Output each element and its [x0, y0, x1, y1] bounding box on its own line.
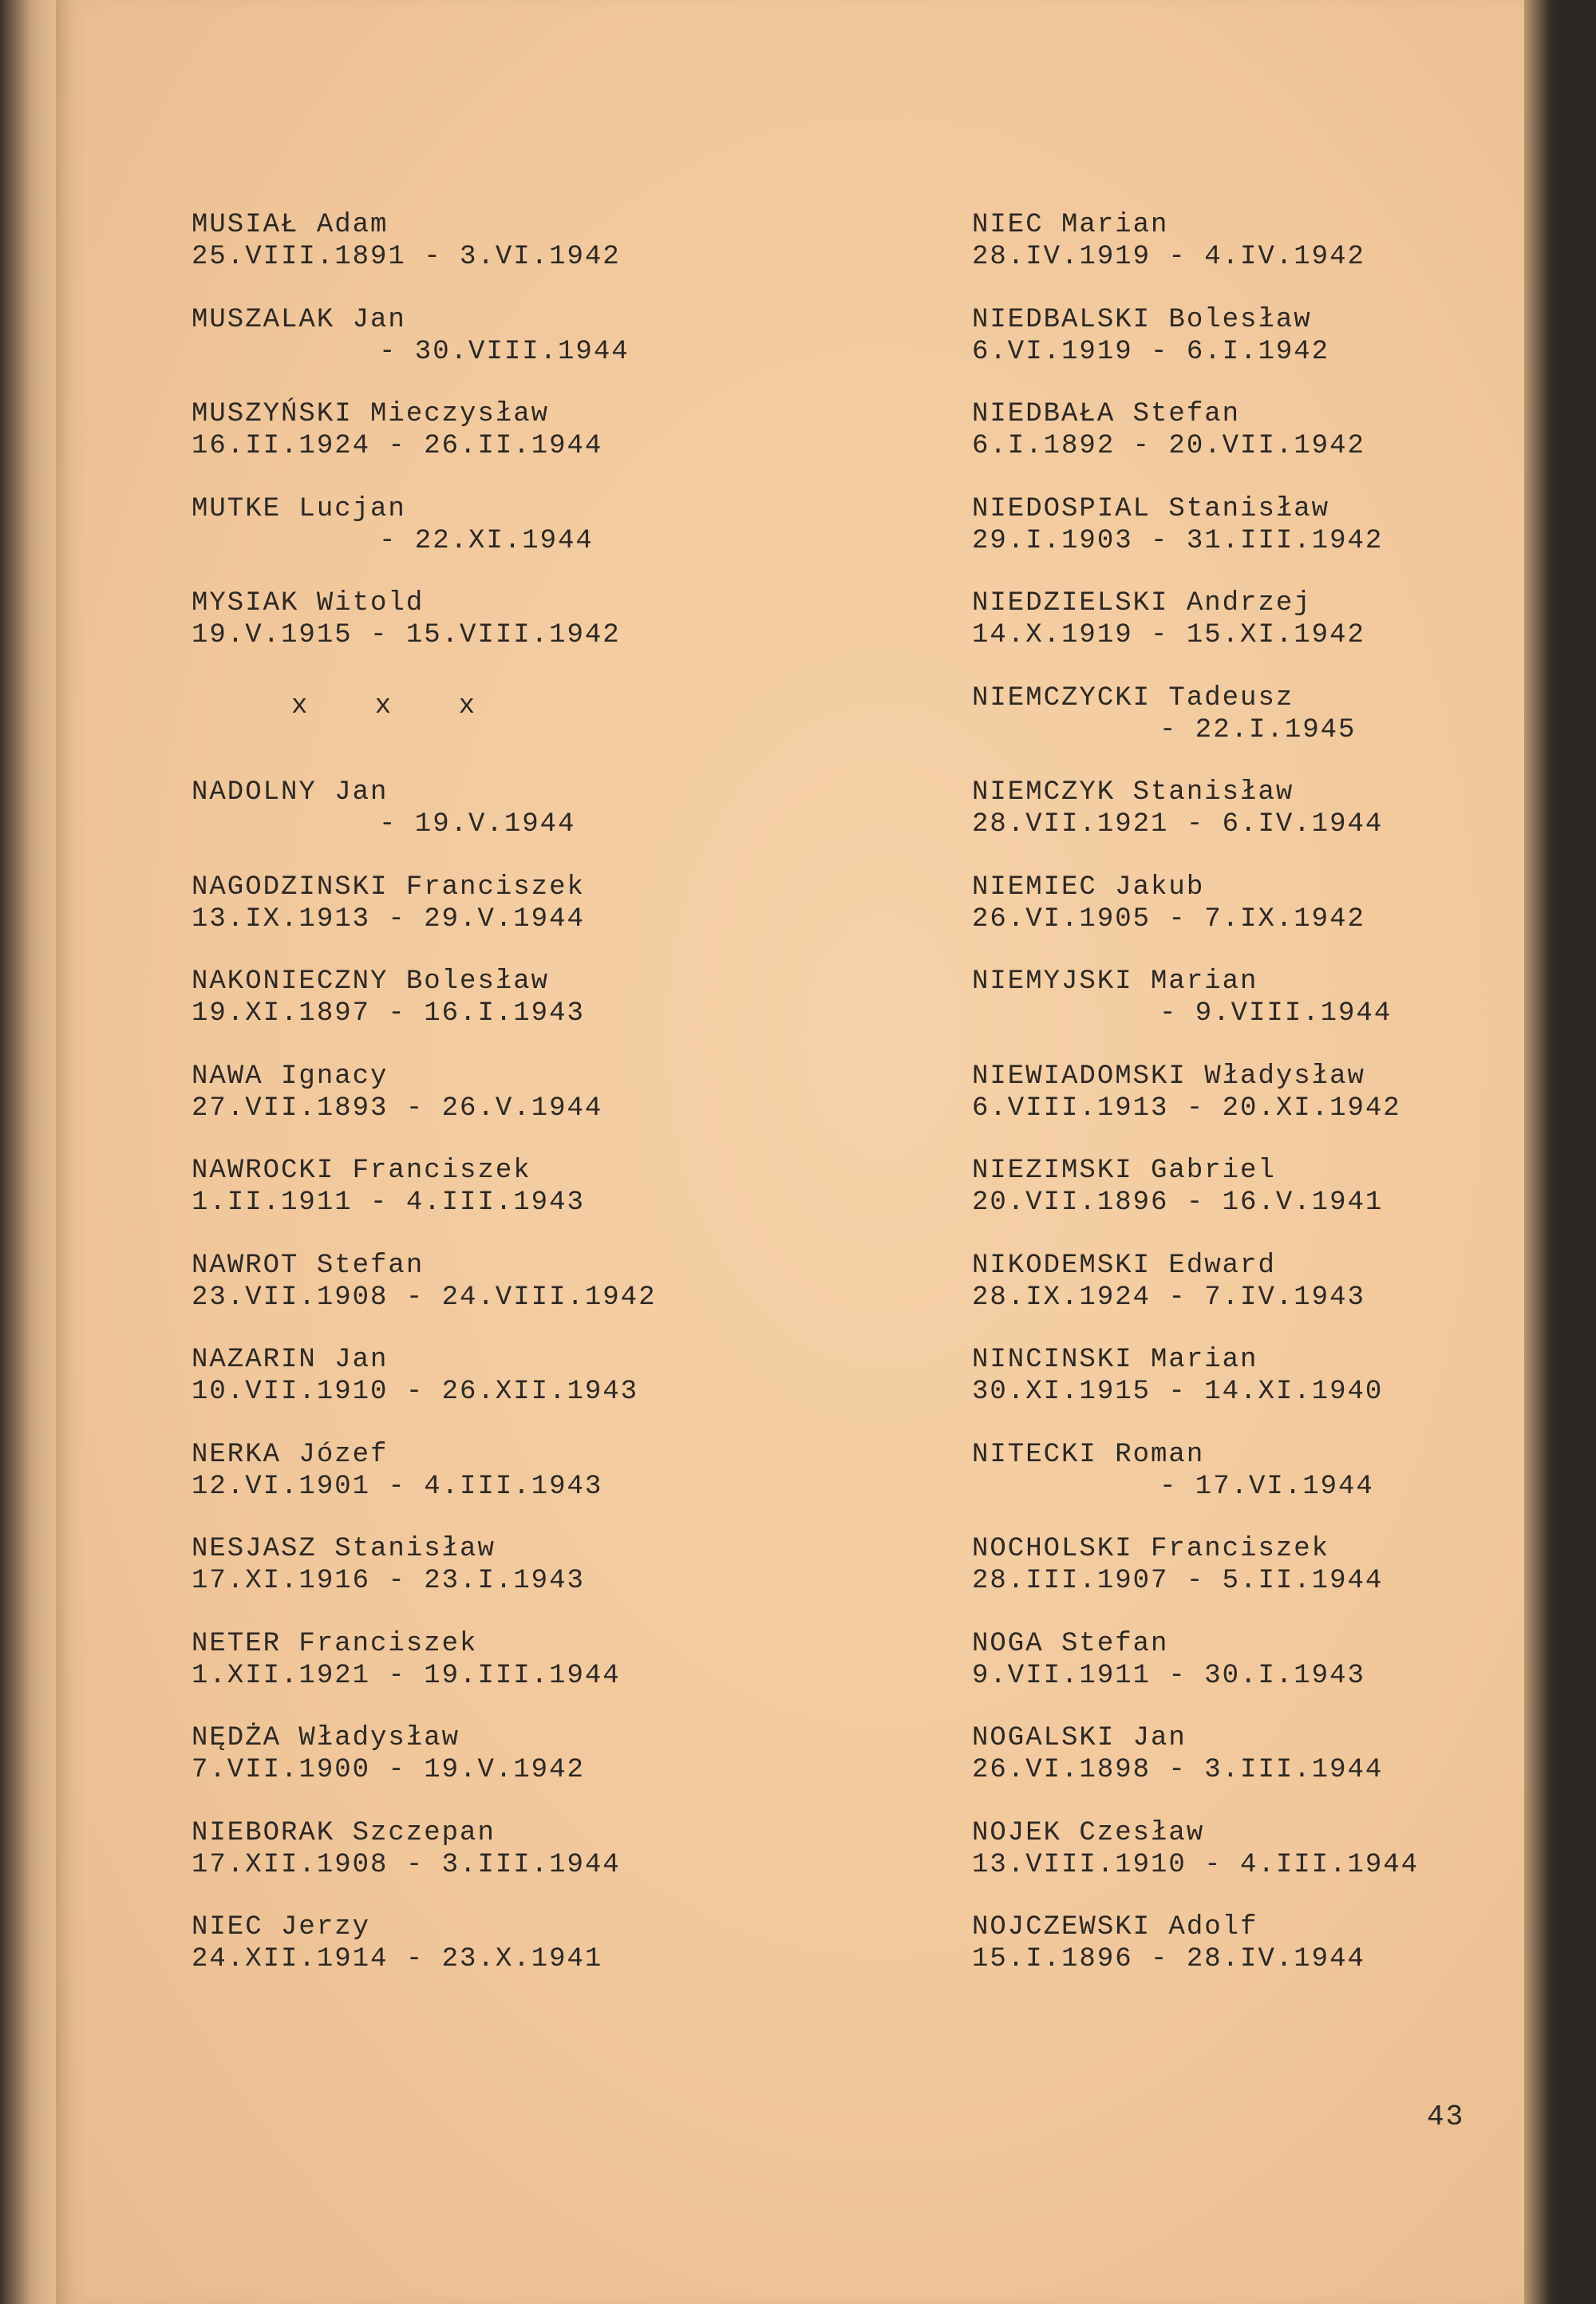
life-dates: 12.VI.1901 - 4.III.1943 — [192, 1471, 603, 1502]
life-dates: 25.VIII.1891 - 3.VI.1942 — [192, 242, 621, 272]
list-item — [192, 209, 657, 304]
person-name: MUSZYŃSKI Mieczysław — [192, 399, 550, 429]
life-dates: 17.XI.1916 - 23.I.1943 — [192, 1566, 585, 1596]
life-dates: 20.VII.1896 - 16.V.1941 — [972, 1188, 1384, 1218]
life-dates: 7.VII.1900 - 19.V.1942 — [192, 1755, 585, 1785]
person-name: MUSZALAK Jan — [192, 304, 406, 335]
person-name: NOCHOLSKI Franciszek — [972, 1534, 1330, 1564]
person-name: NIEMCZYCKI Tadeusz — [972, 682, 1294, 713]
list-item — [192, 1817, 657, 1912]
list-item — [972, 682, 1419, 777]
person-name: NERKA Józef — [192, 1439, 389, 1470]
life-dates: 26.VI.1905 - 7.IX.1942 — [972, 903, 1365, 935]
right-column — [972, 209, 1419, 2006]
life-dates: 30.XI.1915 - 14.XI.1940 — [972, 1377, 1384, 1407]
list-item — [972, 966, 1419, 1061]
life-dates: 1.XII.1921 - 19.III.1944 — [192, 1660, 621, 1691]
list-item — [192, 1439, 657, 1534]
list-item — [972, 1628, 1419, 1723]
list-item — [972, 1817, 1419, 1912]
life-dates: 29.I.1903 - 31.III.1942 — [972, 525, 1384, 556]
life-dates: 13.IX.1913 - 29.V.1944 — [192, 903, 585, 935]
list-item — [192, 493, 657, 588]
list-item — [972, 1439, 1419, 1534]
person-name: NAWROT Stefan — [192, 1250, 425, 1281]
person-name: NIEC Marian — [972, 210, 1169, 240]
life-dates: 27.VII.1893 - 26.V.1944 — [192, 1093, 603, 1124]
list-item — [192, 1155, 657, 1250]
person-name: NAZARIN Jan — [192, 1345, 389, 1375]
person-name: NITECKI Roman — [972, 1439, 1205, 1470]
list-item — [972, 871, 1419, 966]
person-name: NAKONIECZNY Bolesław — [192, 966, 550, 997]
life-dates: 19.V.1915 - 15.VIII.1942 — [192, 620, 621, 650]
life-dates: 17.XII.1908 - 3.III.1944 — [192, 1849, 621, 1880]
life-dates: 24.XII.1914 - 23.X.1941 — [192, 1944, 603, 1974]
life-dates: 16.II.1924 - 26.II.1944 — [192, 431, 603, 461]
person-name: NAWROCKI Franciszek — [192, 1156, 531, 1186]
person-name: NĘDŻA Władysław — [192, 1723, 460, 1753]
life-dates: 19.XI.1897 - 16.I.1943 — [192, 998, 585, 1029]
person-name: NIEDBAŁA Stefan — [972, 399, 1241, 429]
list-item — [972, 777, 1419, 871]
life-dates: - 30.VIII.1944 — [379, 336, 630, 367]
life-dates: - 19.V.1944 — [379, 809, 576, 840]
life-dates: 28.IV.1919 - 4.IV.1942 — [972, 242, 1365, 272]
life-dates: - 9.VIII.1944 — [1159, 998, 1393, 1029]
person-name: NIEMYJSKI Marian — [972, 966, 1258, 997]
person-name: MUSIAŁ Adam — [192, 210, 389, 240]
person-name: NOJCZEWSKI Adolf — [972, 1912, 1258, 1942]
list-item — [972, 1155, 1419, 1250]
life-dates: 10.VII.1910 - 26.XII.1943 — [192, 1377, 639, 1407]
life-dates: 26.VI.1898 - 3.III.1944 — [972, 1755, 1384, 1785]
life-dates: 15.I.1896 - 28.IV.1944 — [972, 1944, 1365, 1974]
person-name: MYSIAK Witold — [192, 588, 425, 618]
book-spine — [0, 0, 56, 2304]
person-name: NOGA Stefan — [972, 1628, 1169, 1659]
list-item — [192, 398, 657, 493]
list-item — [192, 1722, 657, 1817]
list-item — [192, 304, 657, 399]
person-name: MUTKE Lucjan — [192, 493, 406, 524]
life-dates: 6.VIII.1913 - 20.XI.1942 — [972, 1093, 1401, 1124]
person-name: NESJASZ Stanisław — [192, 1534, 496, 1564]
list-item — [192, 1061, 657, 1156]
life-dates: - 22.XI.1944 — [379, 525, 594, 556]
life-dates: 23.VII.1908 - 24.VIII.1942 — [192, 1282, 657, 1313]
list-item — [972, 1344, 1419, 1439]
list-item — [972, 398, 1419, 493]
list-item — [192, 1344, 657, 1439]
list-item — [972, 1533, 1419, 1628]
list-item — [192, 1250, 657, 1345]
list-item — [192, 966, 657, 1061]
list-item — [972, 493, 1419, 588]
list-item — [192, 871, 657, 966]
list-item — [192, 1911, 657, 2006]
list-item — [972, 1250, 1419, 1345]
person-name: NIEDOSPIAL Stanisław — [972, 493, 1330, 524]
life-dates: 6.I.1892 - 20.VII.1942 — [972, 431, 1365, 461]
life-dates: 28.VII.1921 - 6.IV.1944 — [972, 809, 1384, 840]
life-dates: 28.III.1907 - 5.II.1944 — [972, 1566, 1384, 1596]
person-name: NAWA Ignacy — [192, 1061, 389, 1092]
page-number: 43 — [1427, 2100, 1465, 2133]
person-name: NAGODZINSKI Franciszek — [192, 871, 585, 903]
person-name: NIEDZIELSKI Andrzej — [972, 588, 1312, 618]
life-dates: 14.X.1919 - 15.XI.1942 — [972, 620, 1365, 650]
person-name: NIEDBALSKI Bolesław — [972, 304, 1312, 335]
list-item — [192, 777, 657, 871]
list-item — [192, 1628, 657, 1723]
life-dates: 28.IX.1924 - 7.IV.1943 — [972, 1282, 1365, 1313]
person-name: NOJEK Czesław — [972, 1817, 1205, 1848]
life-dates: - 22.I.1945 — [1159, 714, 1357, 745]
life-dates: - 17.VI.1944 — [1159, 1471, 1374, 1502]
person-name: NINCINSKI Marian — [972, 1345, 1258, 1375]
person-name: NIEMIEC Jakub — [972, 871, 1205, 903]
list-item — [972, 304, 1419, 399]
left-column — [192, 209, 657, 2006]
list-item — [192, 587, 657, 682]
list-item — [972, 209, 1419, 304]
list-item — [972, 1911, 1419, 2006]
list-item — [972, 1061, 1419, 1156]
list-item — [972, 587, 1419, 682]
person-name: NIEMCZYK Stanisław — [972, 777, 1294, 808]
person-name: NIEC Jerzy — [192, 1912, 371, 1942]
person-name: NIEWIADOMSKI Władysław — [972, 1061, 1365, 1092]
section-separator: x x x — [291, 690, 477, 721]
person-name: NETER Franciszek — [192, 1628, 478, 1659]
life-dates: 6.VI.1919 - 6.I.1942 — [972, 336, 1330, 367]
person-name: NADOLNY Jan — [192, 777, 389, 808]
life-dates: 13.VIII.1910 - 4.III.1944 — [972, 1849, 1420, 1880]
person-name: NOGALSKI Jan — [972, 1723, 1187, 1753]
person-name: NIKODEMSKI Edward — [972, 1250, 1276, 1281]
life-dates: 9.VII.1911 - 30.I.1943 — [972, 1660, 1365, 1691]
person-name: NIEBORAK Szczepan — [192, 1817, 496, 1848]
page-edge — [1524, 0, 1560, 2304]
life-dates: 1.II.1911 - 4.III.1943 — [192, 1188, 585, 1218]
list-item — [972, 1722, 1419, 1817]
list-item — [192, 1533, 657, 1628]
person-name: NIEZIMSKI Gabriel — [972, 1156, 1276, 1186]
